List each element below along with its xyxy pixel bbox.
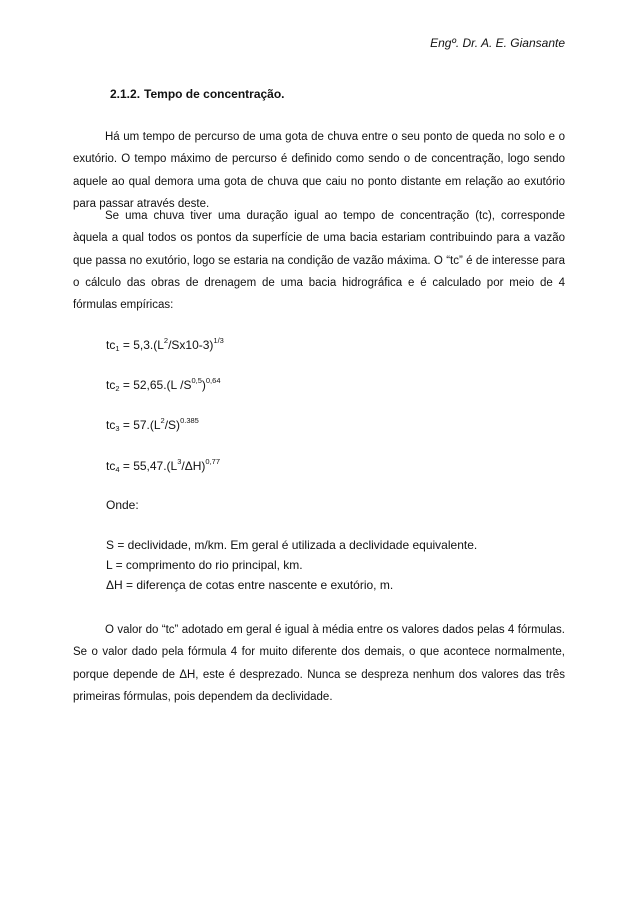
formula-tc4: $tc_4 = 55,47.(L^3/\Delta H)^{0,77}$	[106, 457, 221, 474]
formula-tc3: $tc_3 = 57.(L^2/S)^{0.385}$	[106, 416, 199, 433]
definition-l: L = comprimento do rio principal, km.	[106, 558, 303, 572]
page-header-author: Engº. Dr. A. E. Giansante	[430, 36, 565, 50]
paragraph-conclusion: O valor do “tc” adotado em geral é igual à média entre os valores dados pelas 4 fórmulas. Se o valor dado pela fórmula 4 for muito diferente dos demais, o que acontece normalmente, porque depende de ΔH, este é desprezado. Nunca se despreza nenhum dos valores das três primeiras fórmulas, pois dependem da declividade.	[73, 624, 565, 703]
section-title-text: Tempo de concentração.	[144, 87, 285, 101]
definition-s: S = declividade, m/km. Em geral é utilizada a declividade equivalente.	[106, 538, 478, 552]
formula-tc2: $tc_2 = 52,65.(L$ $/S^{0,5})^{0,64}$	[106, 376, 221, 393]
definition-delta-h: ΔH = diferença de cotas entre nascente e exutório, m.	[106, 578, 394, 592]
paragraph-definition: Há um tempo de percurso de uma gota de chuva entre o seu ponto de queda no solo e o exutório. O tempo máximo de percurso é definido como sendo o de concentração, logo sendo aquele ao qual demora uma gota de chuva que caiu no ponto distante em relação ao exutório para passar através deste.	[73, 131, 565, 210]
formula-tc1: $tc_1 = 5,3.(L^2/Sx10-3)^{1/3}$	[106, 336, 224, 353]
section-number: 2.1.2.	[110, 87, 141, 101]
paragraph-intro-formulas: Se uma chuva tiver uma duração igual ao tempo de concentração (tc), corresponde àquela a qual todos os pontos da superfície de uma bacia estariam contribuindo para a vazão que passa no exutório, logo se estaria na condição de vazão máxima. O “tc” é de interesse para o cálculo das obras de drenagem de uma bacia hidrográfica e é calculado por meio de 4 fórmulas empíricas:	[73, 210, 565, 312]
where-label: Onde:	[106, 498, 139, 512]
section-heading	[110, 87, 289, 101]
